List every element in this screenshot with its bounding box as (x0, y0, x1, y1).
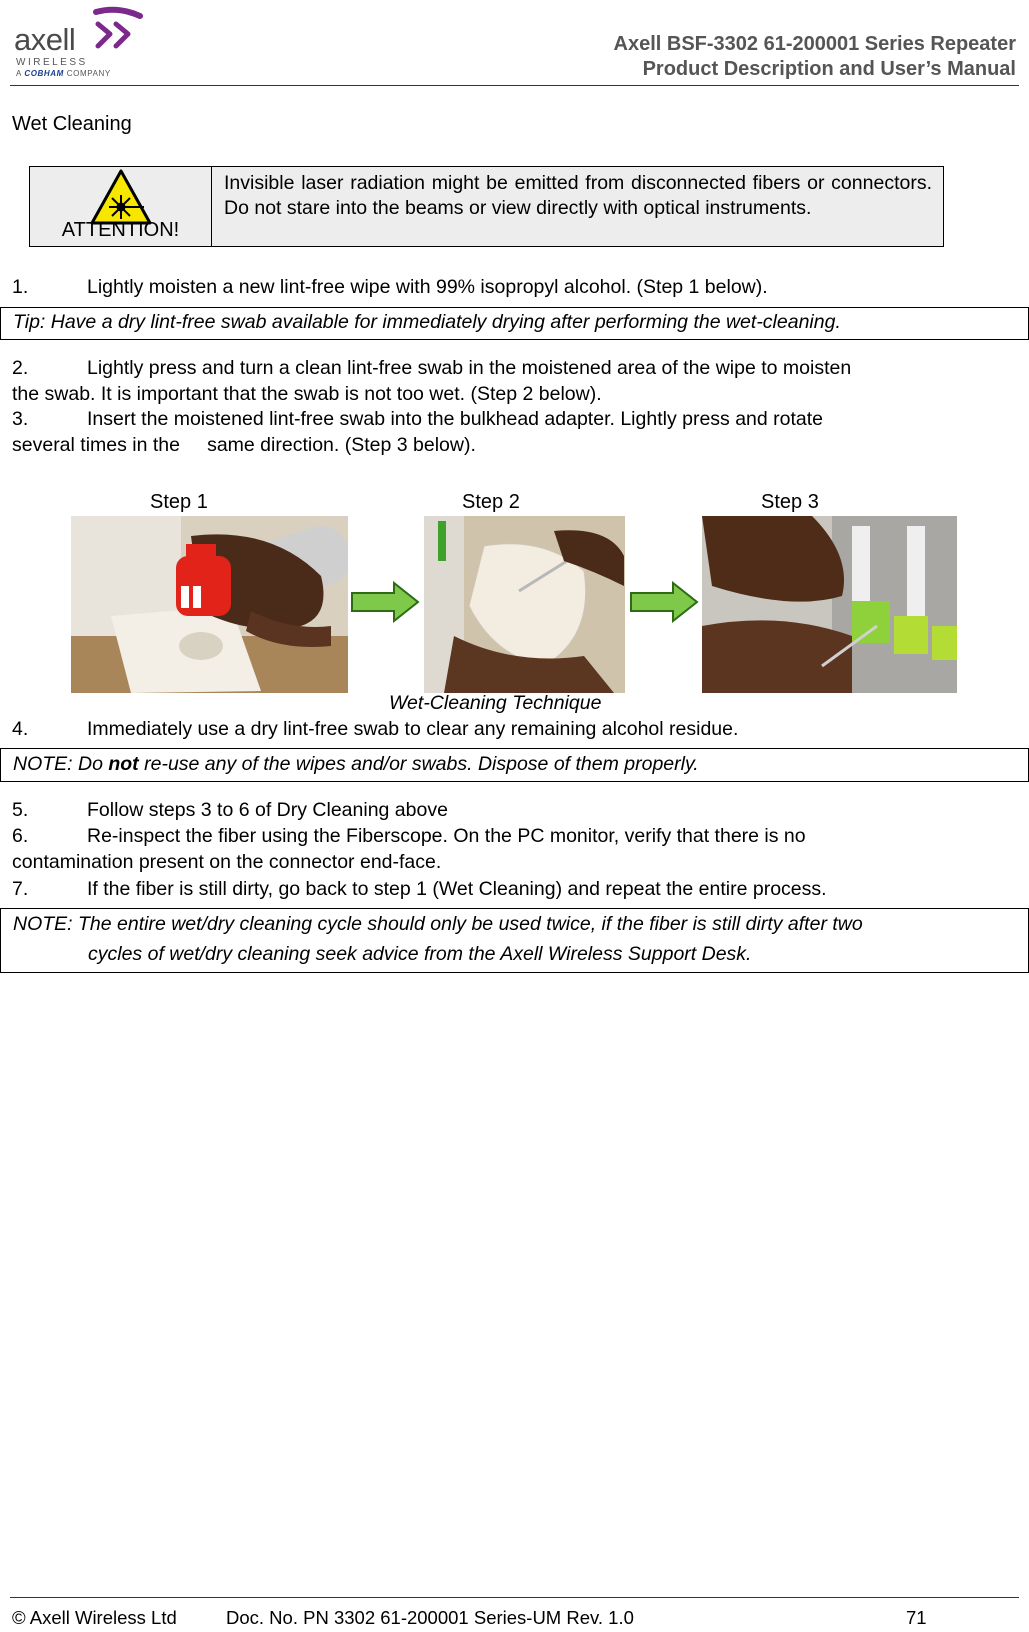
figure-step1-label: Step 1 (150, 491, 208, 513)
logo-company-line (16, 69, 111, 78)
step-text: Follow steps 3 to 6 of Dry Cleaning above (87, 799, 448, 821)
arrow-shape (631, 583, 697, 621)
note-text-line2: cycles of wet/dry cleaning seek advice from the Axell Wireless Support Desk. (88, 943, 752, 965)
note-text-line1: NOTE: The entire wet/dry cleaning cycle should only be used twice, if the fiber is still dirty after two (13, 913, 863, 935)
footer-page-number: 71 (906, 1607, 927, 1628)
step-1 (12, 274, 768, 300)
step-number: 4. (12, 718, 29, 740)
step-number: 6. (12, 825, 29, 847)
header-divider (10, 85, 1019, 86)
step-4 (12, 716, 738, 742)
step-text: Lightly press and turn a clean lint-free swab in the moistened area of the wipe to moisten (87, 357, 852, 379)
note-text-post: re-use any of the wipes and/or swabs. Dispose of them properly. (138, 753, 699, 775)
section-title: Wet Cleaning (12, 113, 132, 135)
step-text-cont: contamination present on the connector end-face. (12, 851, 442, 873)
step-2 (12, 355, 851, 407)
step-number: 3. (12, 408, 29, 430)
attention-cell (30, 167, 212, 246)
step1-photo (71, 516, 348, 693)
note-text (13, 753, 699, 776)
step-text: Insert the moistened lint-free swab into the bulkhead adapter. Lightly press and rotate (87, 408, 824, 430)
attention-label: ATTENTION! (61, 219, 180, 241)
attention-box (29, 166, 944, 247)
arrow-right-icon (350, 581, 420, 623)
document-title-line2: Product Description and User’s Manual (642, 58, 1016, 80)
figure-step3-label: Step 3 (761, 491, 819, 513)
arrow-shape (352, 583, 418, 621)
note-text-pre: NOTE: Do (13, 753, 109, 775)
logo-subtitle: WIRELESS (16, 57, 88, 68)
step-number: 2. (12, 357, 29, 379)
step-7 (12, 876, 827, 902)
step-5 (12, 797, 448, 823)
note-box (0, 908, 1029, 973)
note-text-bold: not (108, 753, 139, 775)
step-text: If the fiber is still dirty, go back to step 1 (Wet Cleaning) and repeat the entire process. (87, 878, 827, 900)
step-text-cont: the swab. It is important that the swab is not too wet. (Step 2 below). (12, 383, 602, 405)
figure-step2-label: Step 2 (462, 491, 520, 513)
note-box (0, 748, 1029, 782)
document-title-line1: Axell BSF-3302 61-200001 Series Repeater (613, 33, 1016, 55)
document-title (614, 32, 1016, 82)
step2-photo (424, 516, 625, 693)
figure-caption: Wet-Cleaning Technique (389, 692, 602, 714)
logo-suffix: COMPANY (66, 69, 111, 78)
step-6 (12, 823, 806, 875)
tip-box (0, 307, 1029, 340)
logo-brand: axell (14, 22, 76, 57)
footer-company: © Axell Wireless Ltd (12, 1607, 177, 1628)
step-text: Immediately use a dry lint-free swab to clear any remaining alcohol residue. (87, 718, 739, 740)
step-number: 5. (12, 799, 29, 821)
attention-text: Invisible laser radiation might be emitted from disconnected fibers or connectors. Do not stare into the beams or view directly with optical instruments. (224, 172, 932, 219)
step-text: Lightly moisten a new lint-free wipe with 99% isopropyl alcohol. (Step 1 below). (87, 276, 768, 298)
laser-warning-icon (90, 169, 152, 225)
footer-divider (10, 1597, 1019, 1598)
logo-prefix: A (16, 69, 22, 78)
logo-cobham: COBHAM (24, 69, 64, 78)
tip-text: Tip: Have a dry lint-free swab available for immediately drying after performing the wet-cleaning. (13, 311, 841, 333)
step-text-cont: several times in the same direction. (Step 3 below). (12, 434, 476, 456)
step-number: 1. (12, 276, 29, 298)
step-3 (12, 406, 823, 458)
step3-photo (702, 516, 957, 693)
logo-mark-icon (88, 4, 144, 54)
axell-logo (0, 0, 170, 84)
step-number: 7. (12, 878, 29, 900)
step-text: Re-inspect the fiber using the Fiberscope. On the PC monitor, verify that there is no (87, 825, 806, 847)
arrow-right-icon (629, 581, 699, 623)
footer-doc-number: Doc. No. PN 3302 61-200001 Series-UM Rev. 1.0 (226, 1607, 634, 1628)
